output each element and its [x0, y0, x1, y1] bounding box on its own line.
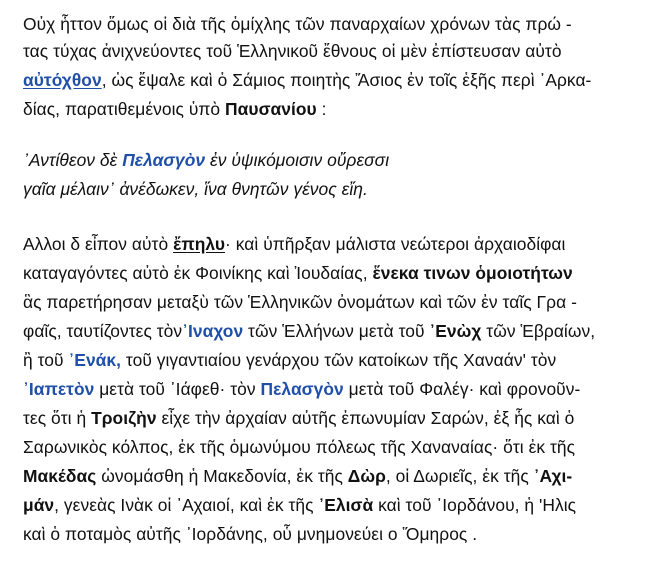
verse-line1 [23, 149, 389, 171]
p2-l9-b: ὠνομάσθη ἡ Μακεδονία, ἐκ τῆς [96, 466, 348, 486]
troizen-name: Τροιζὴν [91, 408, 157, 428]
paragraph1-line4-end: : [316, 99, 327, 119]
paragraph2-line8: Σαρωνικὸς κόλπος, ἐκ τῆς ὁμωνύμου πόλεως τῆς Χαναναίας· ὅτι ἐκ τῆς [23, 437, 576, 457]
makedas-name: Μακέδας [23, 466, 97, 486]
p2-l4-c: τῶν Ἑλλήνων μετὰ τοῦ [243, 321, 430, 341]
autochthon-link[interactable]: αὐτόχθον [23, 70, 102, 90]
p2-l4-a: φαῖς, ταυτίζοντες τὸν [23, 321, 183, 341]
paragraph1-line4 [23, 98, 326, 120]
p2-l10-d: καὶ τοῦ ᾿Ιορδάνου, ἡ 'Ηλις [373, 495, 577, 515]
paragraph2-line1 [23, 233, 565, 255]
similarities-phrase: ἕνεκα τινων ὁμοιοτήτων [372, 263, 573, 283]
p2-l7-a: τες ὅτι ἡ [23, 408, 92, 428]
iapetos-name: ᾿Ιαπετὸν [23, 379, 95, 399]
paragraph2-line10 [23, 494, 576, 516]
paragraph1-line3-text: , ὡς ἔψαλε καὶ ὁ Σάμιος ποιητὴς Ἄσιος ἐν τοῖς ἑξῆς περὶ ᾿Αρκα- [101, 70, 592, 90]
p2-l4-e: τῶν Ἑβραίων, [481, 321, 596, 341]
paragraph2-line4 [23, 320, 595, 342]
achiman-name-start: ᾿Αχι- [533, 466, 573, 486]
paragraph1-line1: Οὐχ ἧττον ὅμως οἱ διὰ τῆς ὁμίχλης τῶν παναρχαίων χρόνων τὰς πρώ - [23, 14, 572, 34]
p2-l2-pre: καταγαγόντες αὐτὸ ἐκ Φοινίκης καὶ Ἰουδαίας, [23, 263, 373, 283]
achiman-name-end: μάν [23, 495, 55, 515]
paragraph1-line2: τας τύχας ἀνιχνεύοντες τοῦ Ἑλληνικοῦ ἔθνους οἱ μὲν ἐπίστευσαν αὐτὸ [23, 41, 562, 61]
p2-l1-pre: Αλλοι δ εἶπον αὐτὸ [23, 234, 174, 254]
p2-l10-b: , γενεὰς Ινὰκ οἱ ᾿Αχαιοί, καὶ ἐκ τῆς [54, 495, 319, 515]
paragraph2-line5 [23, 349, 556, 371]
dor-name: Δὼρ [347, 466, 386, 486]
verse-line1-pre: ᾿Αντίθεον δὲ [23, 150, 123, 170]
paragraph1-line3 [23, 69, 591, 91]
enak-name: ᾿Ενάκ, [68, 350, 122, 370]
p2-l6-b: μετὰ τοῦ ᾿Ιάφεθ· τὸν [94, 379, 261, 399]
paragraph2-line11: καὶ ὁ ποταμὸς αὐτῆς ᾿Ιορδάνης, οὗ μνημονεύει ο Ὅμηρος . [23, 524, 478, 544]
elisa-name: ᾿Ελισὰ [318, 495, 374, 515]
paragraph2-line6 [23, 378, 580, 400]
p2-l5-a: ἢ τοῦ [23, 350, 69, 370]
verse-line1-post: ἐν ὑψικόμοισιν οὔρεσσι [205, 150, 390, 170]
pelasgos-name: Πελασγὸν [260, 379, 344, 399]
paragraph2-line9 [23, 465, 572, 487]
verse-line2: γαῖα μέλαιν᾿ ἀνέδωκεν, ἵνα θνητῶν γένος εἴη. [23, 179, 368, 199]
paragraph2-line2 [23, 262, 573, 284]
pausanias-name: Παυσανίου [225, 99, 317, 119]
paragraph2-line7 [23, 407, 574, 429]
p2-l6-d: μετὰ τοῦ Φαλέγ· καὶ φρονοῦν- [343, 379, 581, 399]
pelasgos-name-verse: Πελασγὸν [122, 150, 206, 170]
epely-word: ἔπηλυ [173, 234, 226, 254]
paragraph1-line4-text: δίας, παρατιθεμένοις ὑπὸ [23, 99, 226, 119]
paragraph2-line3: ἃς παρετήρησαν μεταξὺ τῶν Ἑλληνικῶν ὀνομάτων καὶ τῶν ἐν ταῖς Γρα - [23, 292, 577, 312]
enoch-name: ᾿Ενὼχ [429, 321, 482, 341]
p2-l7-c: εἶχε τὴν ἀρχαίαν αὐτῆς ἐπωνυμίαν Σαρών, ἐξ ἧς καὶ ὁ [156, 408, 575, 428]
p2-l1-post: · καὶ ὑπῆρξαν μάλιστα νεώτεροι ἀρχαιοδίφαι [225, 234, 566, 254]
inachos-name: ᾿Ιναχον [182, 321, 244, 341]
p2-l9-d: , οἱ Δωριεῖς, ἐκ τῆς [385, 466, 534, 486]
p2-l5-c: τοῦ γιγαντιαίου γενάρχου τῶν κατοίκων τῆς Χαναάν' τὸν [121, 350, 557, 370]
